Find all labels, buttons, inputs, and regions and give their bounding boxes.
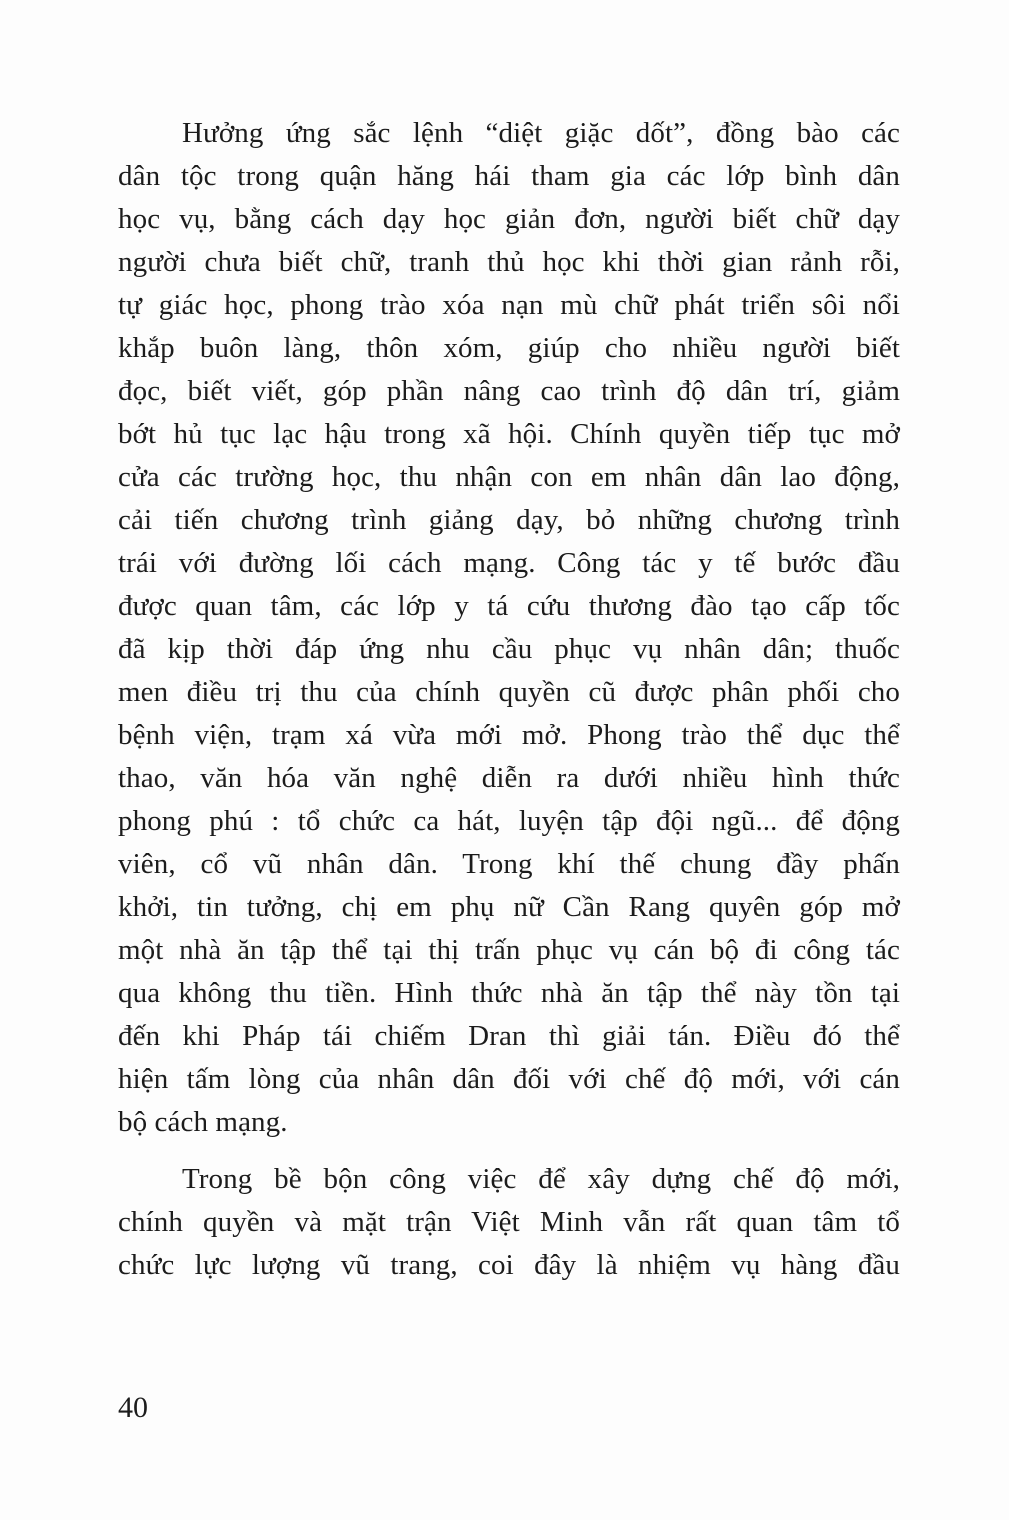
paragraph-1 xyxy=(118,112,900,1144)
text-line: học vụ, bằng cách dạy học giản đơn, người biết chữ dạy xyxy=(118,203,900,235)
text-line: bộ cách mạng. xyxy=(118,1106,288,1138)
text-line: đến khi Pháp tái chiếm Dran thì giải tán. Điều đó thể xyxy=(118,1020,900,1052)
text-line: hiện tấm lòng của nhân dân đối với chế độ mới, với cán xyxy=(118,1063,900,1095)
text-line: được quan tâm, các lớp y tá cứu thương đào tạo cấp tốc xyxy=(118,590,900,622)
page-number: 40 xyxy=(118,1391,148,1424)
text-line: người chưa biết chữ, tranh thủ học khi thời gian rảnh rỗi, xyxy=(118,246,900,278)
text-line: khắp buôn làng, thôn xóm, giúp cho nhiều người biết xyxy=(118,332,900,364)
paragraph-2 xyxy=(118,1158,900,1287)
text-line: qua không thu tiền. Hình thức nhà ăn tập thể này tồn tại xyxy=(118,977,900,1009)
text-line: chính quyền và mặt trận Việt Minh vẫn rất quan tâm tổ xyxy=(118,1206,900,1238)
text-line: Trong bề bộn công việc để xây dựng chế độ mới, xyxy=(182,1163,900,1195)
text-line: thao, văn hóa văn nghệ diễn ra dưới nhiều hình thức xyxy=(118,762,900,794)
text-line: một nhà ăn tập thể tại thị trấn phục vụ cán bộ đi công tác xyxy=(118,934,900,966)
text-line: chức lực lượng vũ trang, coi đây là nhiệm vụ hàng đầu xyxy=(118,1249,900,1281)
text-line: đọc, biết viết, góp phần nâng cao trình độ dân trí, giảm xyxy=(118,375,900,407)
text-line: tự giác học, phong trào xóa nạn mù chữ phát triển sôi nổi xyxy=(118,289,900,321)
text-line: Hưởng ứng sắc lệnh “diệt giặc dốt”, đồng bào các xyxy=(182,117,900,149)
text-line: viên, cổ vũ nhân dân. Trong khí thế chung đầy phấn xyxy=(118,848,900,880)
text-line: cải tiến chương trình giảng dạy, bỏ những chương trình xyxy=(118,504,900,536)
text-line: khởi, tin tưởng, chị em phụ nữ Cần Rang quyên góp mở xyxy=(118,891,900,923)
text-line: trái với đường lối cách mạng. Công tác y tế bước đầu xyxy=(118,547,900,579)
text-line: cửa các trường học, thu nhận con em nhân dân lao động, xyxy=(118,461,900,493)
text-line: bớt hủ tục lạc hậu trong xã hội. Chính quyền tiếp tục mở xyxy=(118,418,900,450)
text-line: dân tộc trong quận hăng hái tham gia các lớp bình dân xyxy=(118,160,900,192)
text-line: bệnh viện, trạm xá vừa mới mở. Phong trào thể dục thể xyxy=(118,719,900,751)
text-line: men điều trị thu của chính quyền cũ được phân phối cho xyxy=(118,676,900,708)
text-line: đã kịp thời đáp ứng nhu cầu phục vụ nhân dân; thuốc xyxy=(118,633,900,665)
text-line: phong phú : tổ chức ca hát, luyện tập đội ngũ... để động xyxy=(118,805,900,837)
